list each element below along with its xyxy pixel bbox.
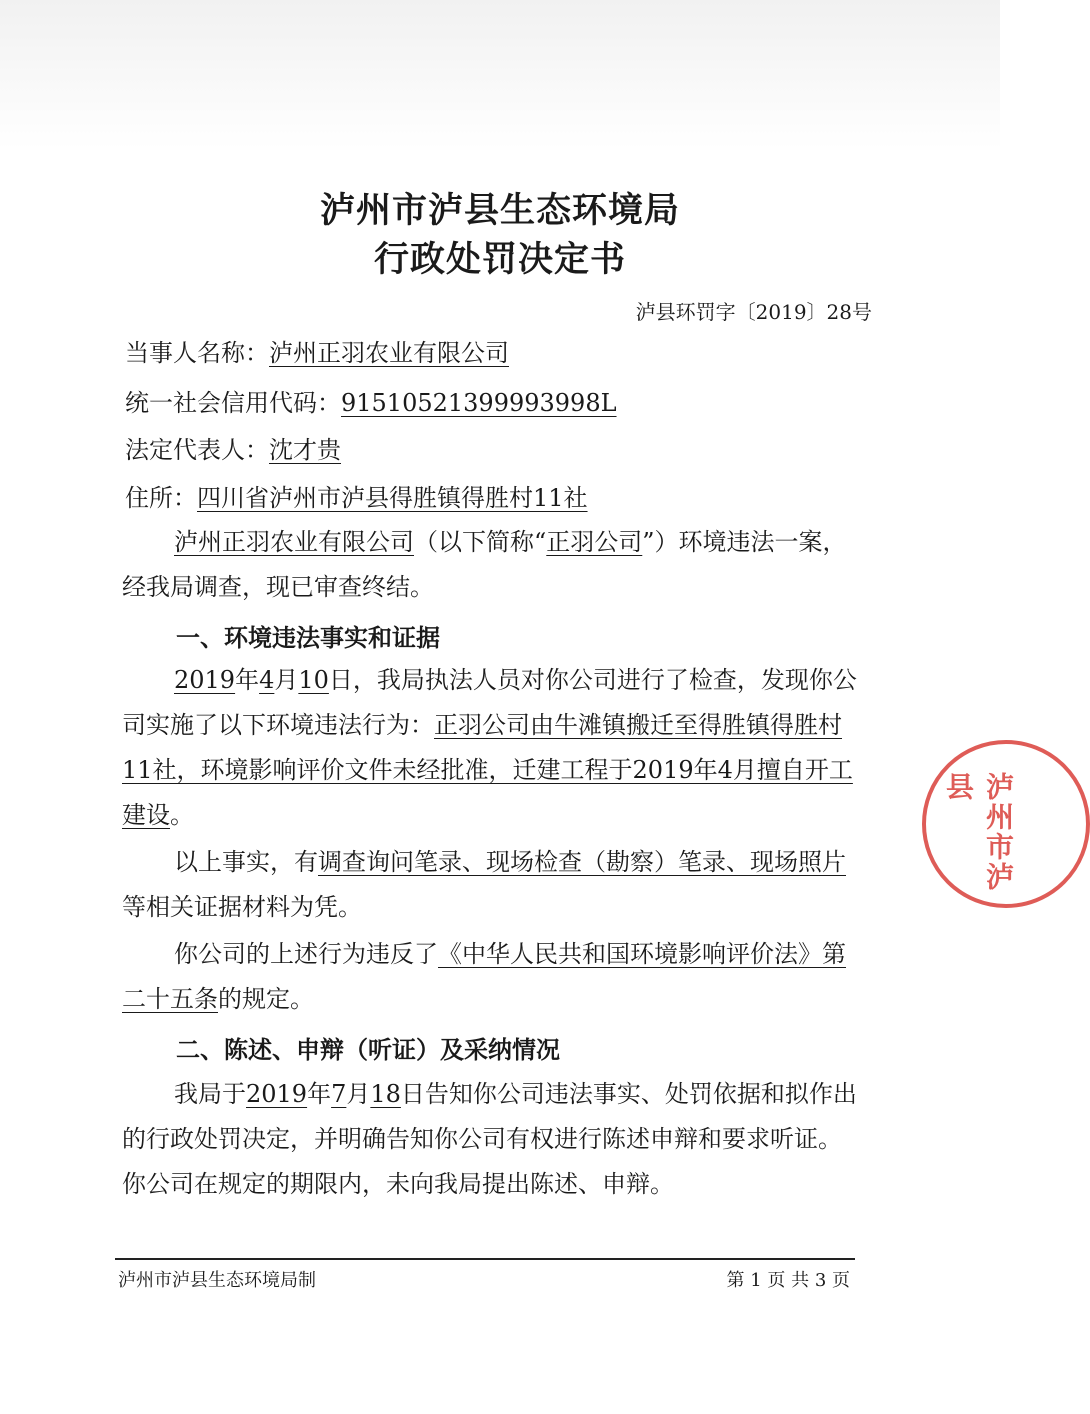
inspect-end: 。 [170, 801, 194, 829]
evidence-text2: 等相关证据材料为凭。 [122, 893, 362, 921]
inspect-year: 2019 [174, 666, 236, 694]
intro-short-name: 正羽公司 [546, 528, 643, 556]
evidence-list: 调查询问笔录、现场检查（勘察）笔录、现场照片 [318, 848, 846, 876]
party-name-value: 泸州正羽农业有限公司 [269, 339, 509, 367]
inspect-text2: 月 [274, 666, 299, 694]
footer-issuer: 泸州市泸县生态环境局制 [118, 1270, 316, 1291]
document-number: 泸县环罚字〔2019〕28号 [635, 300, 872, 324]
official-seal [922, 740, 1090, 908]
footer-divider [115, 1258, 855, 1260]
legal-rep-row [125, 430, 341, 465]
section1-paragraph2 [122, 840, 862, 930]
page-indicator: 第 1 页 共 3 页 [726, 1270, 850, 1291]
law-reference: 《中华人民共和国环境影响评价法》第二十五条 [122, 940, 846, 1013]
notice-text1: 我局于 [174, 1080, 246, 1108]
title-line2: 行政处罚决定书 [373, 239, 626, 280]
inspect-day: 10 [298, 666, 329, 694]
credit-code-label: 统一社会信用代码： [125, 389, 341, 417]
intro-text1: （以下简称“ [414, 528, 547, 556]
credit-code-row [125, 383, 617, 418]
seal-text: 泸州市泸县 [942, 772, 1015, 892]
section2-heading: 二、陈述、申辩（听证）及采纳情况 [176, 1036, 560, 1064]
intro-paragraph [122, 520, 862, 610]
legal-rep-value: 沈才贵 [269, 436, 341, 464]
notice-year: 2019 [246, 1080, 308, 1108]
violation-description: 正羽公司由牛滩镇搬迁至得胜镇得胜村11社，环境影响评价文件未经批准，迁建工程于2019年4月擅自开工建设 [122, 711, 853, 829]
notice-day: 18 [370, 1080, 401, 1108]
intro-text2: ”）环境违法一案，经我局调查，现已审查终结。 [122, 528, 847, 601]
intro-company: 泸州正羽农业有限公司 [174, 528, 414, 556]
section1-paragraph1 [122, 658, 862, 838]
inspect-text3: 日，我局执法人员对你公司进行了检查，发现你公司实施了以下环境违法行为： [122, 666, 857, 739]
notice-text3: 月 [346, 1080, 371, 1108]
inspect-text1: 年 [235, 666, 260, 694]
law-text2: 的规定。 [218, 985, 314, 1013]
evidence-text1: 以上事实，有 [174, 848, 318, 876]
law-text1: 你公司的上述行为违反了 [174, 940, 438, 968]
section1-heading: 一、环境违法事实和证据 [176, 624, 440, 652]
section2-paragraph1 [122, 1072, 862, 1207]
notice-text2: 年 [307, 1080, 332, 1108]
section1-paragraph3 [122, 932, 862, 1022]
credit-code-value: 91510521399993998L [341, 389, 617, 417]
address-row [125, 478, 588, 513]
scan-shadow [0, 0, 1000, 150]
notice-text4: 日告知你公司违法事实、处罚依据和拟作出的行政处罚决定，并明确告知你公司有权进行陈述申辩和要求听证。你公司在规定的期限内，未向我局提出陈述、申辩。 [122, 1080, 857, 1198]
address-label: 住所： [125, 484, 197, 512]
address-value: 四川省泸州市泸县得胜镇得胜村11社 [197, 484, 588, 512]
inspect-month: 4 [259, 666, 275, 694]
notice-month: 7 [331, 1080, 347, 1108]
legal-rep-label: 法定代表人： [125, 436, 269, 464]
party-name-row [125, 333, 509, 368]
party-name-label: 当事人名称： [125, 339, 269, 367]
title-line1: 泸州市泸县生态环境局 [319, 190, 680, 231]
